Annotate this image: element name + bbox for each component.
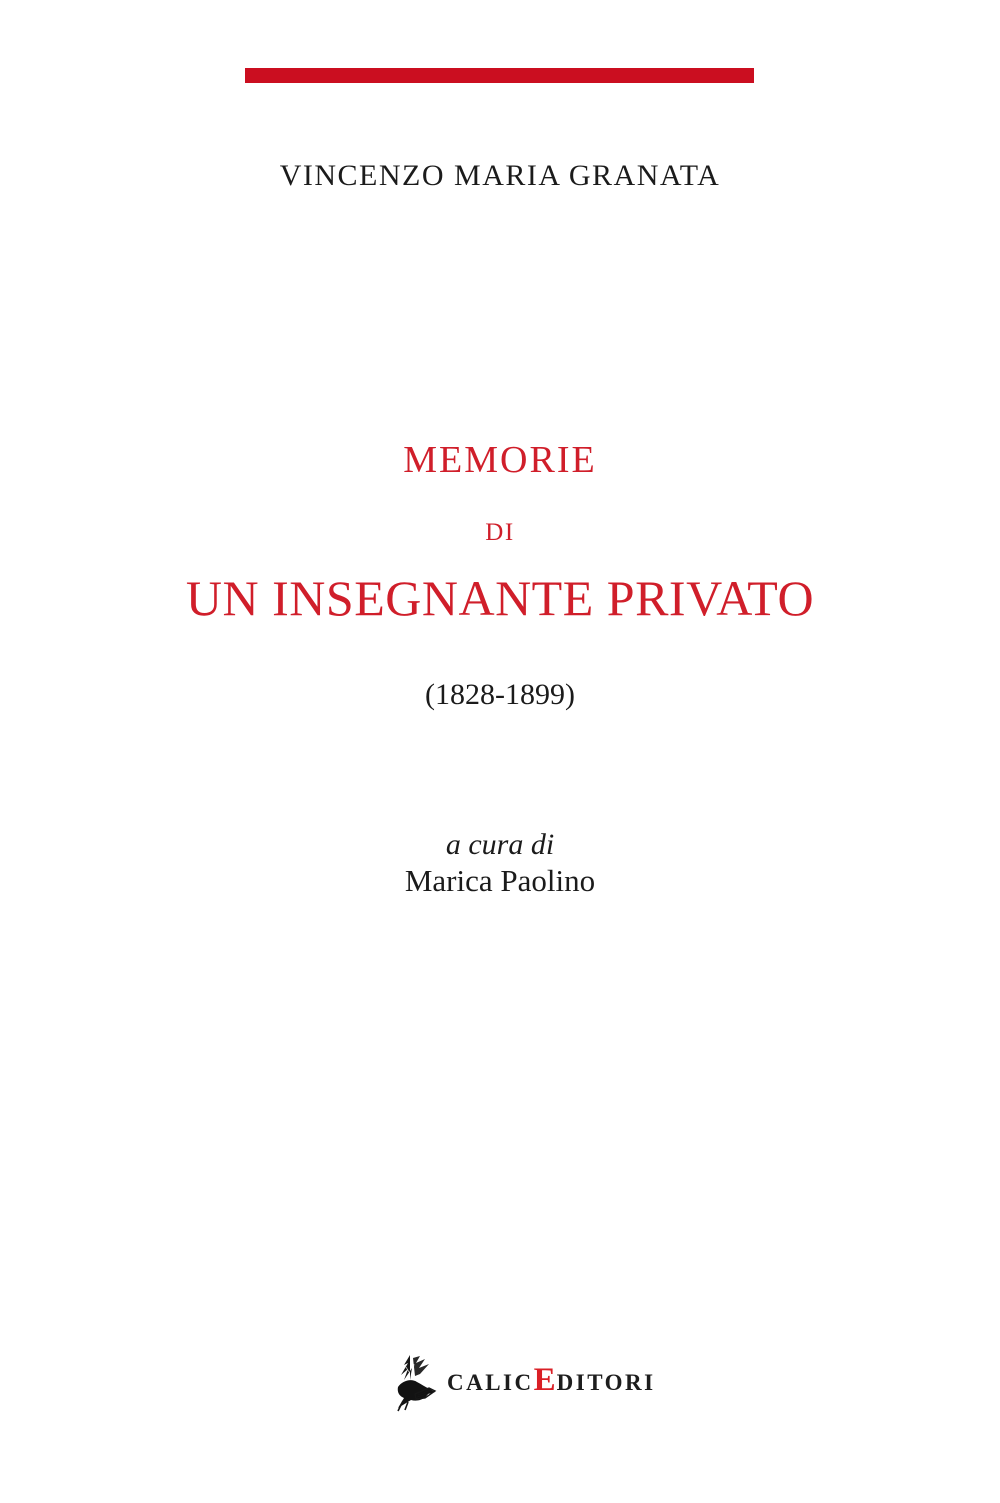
author-name: VINCENZO MARIA GRANATA [279,159,721,192]
bird-sketch-icon [389,1354,437,1412]
curator-intro: a cura di [445,828,555,861]
top-red-rule [245,68,754,83]
title-line-memorie: MEMORIE [403,439,597,481]
curator-name: Marica Paolino [404,863,596,898]
title-line-di: DI [485,519,515,546]
publisher-name-prefix: CALIC [447,1370,534,1395]
title-years: (1828-1899) [425,678,575,711]
publisher-name [447,1364,656,1397]
title-line-main: UN INSEGNANTE PRIVATO [185,570,815,626]
publisher-logo [0,1345,1000,1420]
publisher-name-suffix: DITORI [556,1370,656,1395]
publisher-name-accent-letter: E [533,1362,557,1398]
